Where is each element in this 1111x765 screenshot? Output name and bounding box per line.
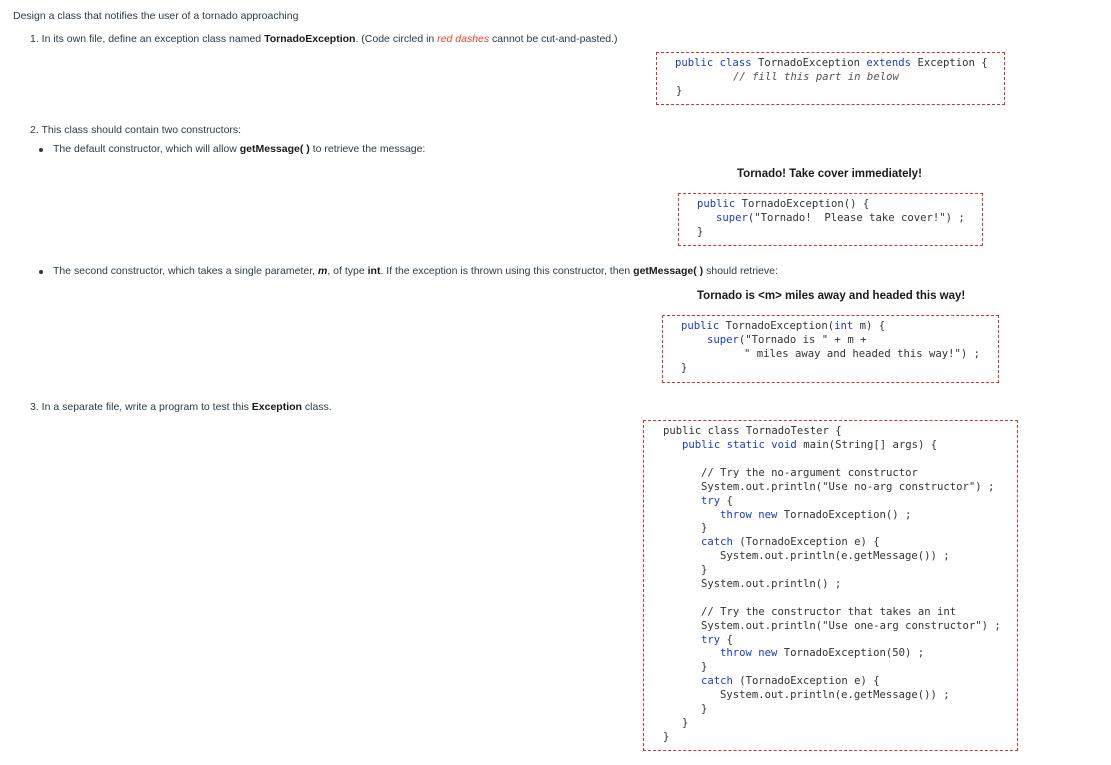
code-line: System.out.println("Use no-arg constructor") ; <box>701 481 995 493</box>
code-line: } <box>701 661 708 673</box>
code-line: } <box>701 703 708 715</box>
code-line: catch (TornadoException e) { <box>701 675 880 687</box>
code-line: System.out.println(e.getMessage()) ; <box>720 550 950 562</box>
message-miles-away: Tornado is <m> miles away and headed this way! <box>697 290 966 302</box>
code-int-constructor-signature: public TornadoException(int m) { <box>681 320 886 332</box>
step-1-mid: . (Code circled in <box>355 33 438 45</box>
class-name-tornado-exception: TornadoException <box>264 33 356 45</box>
bullet-default-constructor: The default constructor, which will allow getMessage( ) to retrieve the message: <box>53 143 426 155</box>
code-line: throw new TornadoException() ; <box>720 509 912 521</box>
code-line: public static void main(String[] args) { <box>682 439 938 451</box>
code-comment-fill-in: // fill this part in below <box>733 71 899 83</box>
code-default-constructor-super: super("Tornado! Please take cover!") ; <box>716 212 965 224</box>
code-line: try { <box>701 634 733 646</box>
code-line: } <box>663 731 670 743</box>
code-line: System.out.println("Use one-arg constructor") ; <box>701 620 1001 632</box>
code-line: try { <box>701 495 733 507</box>
code-line: System.out.println(e.getMessage()) ; <box>720 689 950 701</box>
code-line: } <box>701 522 708 534</box>
code-line: public class TornadoTester { <box>663 425 842 437</box>
bullet-marker <box>39 148 43 152</box>
code-default-constructor-close: } <box>697 226 704 238</box>
step-1-text <box>30 33 618 45</box>
step-3-text: 3. In a separate file, write a program to test this Exception class. <box>30 401 332 413</box>
step-1-suffix: cannot be cut-and-pasted.) <box>489 33 618 45</box>
step-2-text: 2. This class should contain two constructors: <box>30 124 242 136</box>
bullet-marker <box>39 270 43 274</box>
step-1-prefix: 1. In its own file, define an exception class named <box>30 33 265 45</box>
page-title: Design a class that notifies the user of a tornado approaching <box>13 10 299 22</box>
message-take-cover: Tornado! Take cover immediately! <box>737 168 922 180</box>
code-closing-brace: } <box>676 85 683 97</box>
code-comment: // Try the constructor that takes an int <box>701 606 957 618</box>
code-int-constructor-message: " miles away and headed this way!") ; <box>744 348 980 360</box>
code-comment: // Try the no-argument constructor <box>701 467 918 479</box>
code-line: catch (TornadoException e) { <box>701 536 880 548</box>
red-dashes-note: red dashes <box>437 33 490 45</box>
code-line: } <box>682 717 689 729</box>
bullet-int-constructor: The second constructor, which takes a single parameter, m, of type int. If the exception is thrown using this constructor, then getMessage( ) should retrieve: <box>53 265 778 277</box>
code-line-class-declaration: public class TornadoException extends Exception { <box>675 57 988 69</box>
code-int-constructor-close: } <box>681 362 688 374</box>
code-default-constructor-signature: public TornadoException() { <box>697 198 870 210</box>
code-line: System.out.println() ; <box>701 578 842 590</box>
code-int-constructor-super: super("Tornado is " + m + <box>707 334 867 346</box>
code-line: throw new TornadoException(50) ; <box>720 647 925 659</box>
code-line: } <box>701 564 708 576</box>
